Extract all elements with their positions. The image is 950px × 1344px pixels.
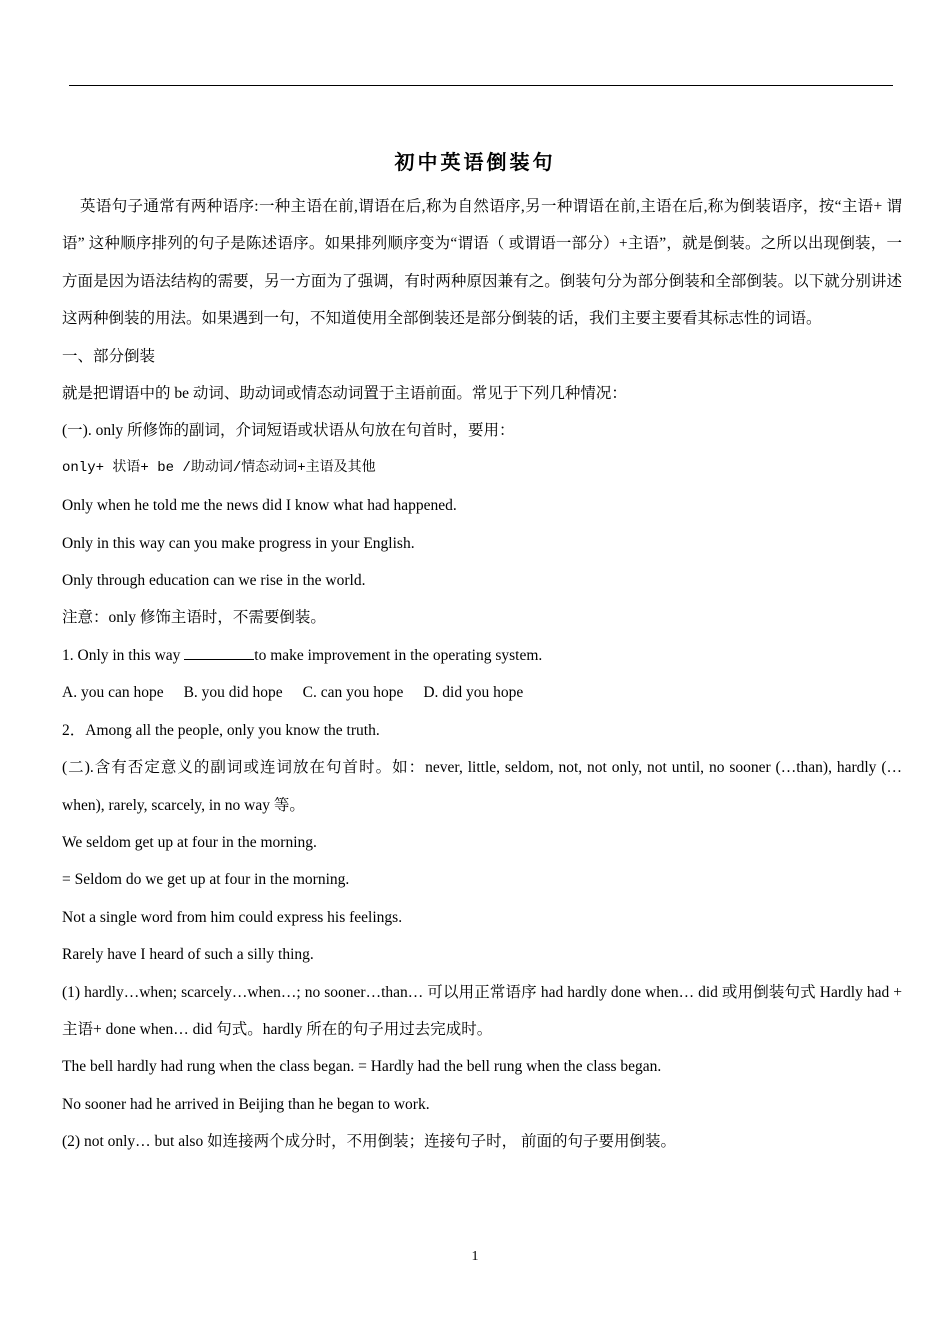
- example-sentence: No sooner had he arrived in Beijing than he began to work.: [62, 1095, 430, 1113]
- example-sentence: Not a single word from him could express his feelings.: [62, 908, 403, 926]
- page-title: 初中英语倒装句: [394, 152, 556, 174]
- subsection-heading-2: (二).含有否定意义的副词或连词放在句首时。如：never, little, seldom, not, not only, not until, no sooner (…than), hardly (…when), rarely, scarcely, in no way 等。: [62, 759, 902, 814]
- page-number: 1: [471, 1249, 479, 1264]
- example-sentence: We seldom get up at four in the morning.: [62, 833, 317, 851]
- header-rule: [69, 85, 893, 86]
- document-body: [62, 188, 902, 1161]
- question-1-rest: to make improvement in the operating system.: [254, 646, 543, 664]
- example-sentence: Only in this way can you make progress in your English.: [62, 534, 415, 552]
- formula: only+ 状语+ be /助动词/情态动词+主语及其他: [62, 459, 376, 476]
- point-1: (1) hardly…when; scarcely…when…; no sooner…than… 可以用正常语序 had hardly done when… did 或用倒装句式 Hardly had + 主语+ done when… did 句式。hardly 所在的句子用过去完成时。: [62, 983, 902, 1038]
- example-sentence: The bell hardly had rung when the class began. = Hardly had the bell rung when the class began.: [62, 1058, 662, 1076]
- option-c: C. can you hope: [302, 684, 404, 702]
- question-1-stem: 1. Only in this way: [62, 646, 185, 664]
- intro-paragraph: 英语句子通常有两种语序:一种主语在前,谓语在后,称为自然语序,另一种谓语在前,主语在后,称为倒装语序，按“主语+ 谓语” 这种顺序排列的句子是陈述语序。如果排列顺序变为“谓语（ 或谓语一部分）+主语”，就是倒装。之所以出现倒装，一方面是因为语法结构的需要，另一方面为了强调，有时两种原因兼有之。倒装句分为部分倒装和全部倒装。以下就分别讲述这两种倒装的用法。如果遇到一句，不知道使用全部倒装还是部分倒装的话，我们主要主要看其标志性的词语。: [62, 198, 902, 328]
- option-a: A. you can hope: [62, 684, 164, 702]
- example-sentence: Rarely have I heard of such a silly thing.: [62, 946, 314, 964]
- section-description: 就是把谓语中的 be 动词、助动词或情态动词置于主语前面。常见于下列几种情况：: [62, 385, 627, 403]
- question-1: [62, 637, 902, 674]
- example-sentence: Only through education can we rise in the world.: [62, 572, 366, 590]
- option-b: B. you did hope: [183, 684, 283, 702]
- section-heading: 一、部分倒装: [62, 347, 156, 365]
- option-d: D. did you hope: [423, 684, 524, 702]
- answer-blank: [184, 645, 254, 660]
- example-sentence: = Seldom do we get up at four in the morning.: [62, 871, 350, 889]
- point-2: (2) not only… but also 如连接两个成分时，不用倒装；连接句子时， 前面的句子要用倒装。: [62, 1133, 676, 1151]
- answer-options: [62, 674, 902, 711]
- subsection-heading-1: (一). only 所修饰的副词，介词短语或状语从句放在句首时，要用：: [62, 422, 515, 440]
- note: 注意：only 修饰主语时，不需要倒装。: [62, 609, 326, 627]
- example-sentence: Only when he told me the news did I know what had happened.: [62, 497, 457, 515]
- question-2: 2．Among all the people, only you know the truth.: [62, 721, 380, 739]
